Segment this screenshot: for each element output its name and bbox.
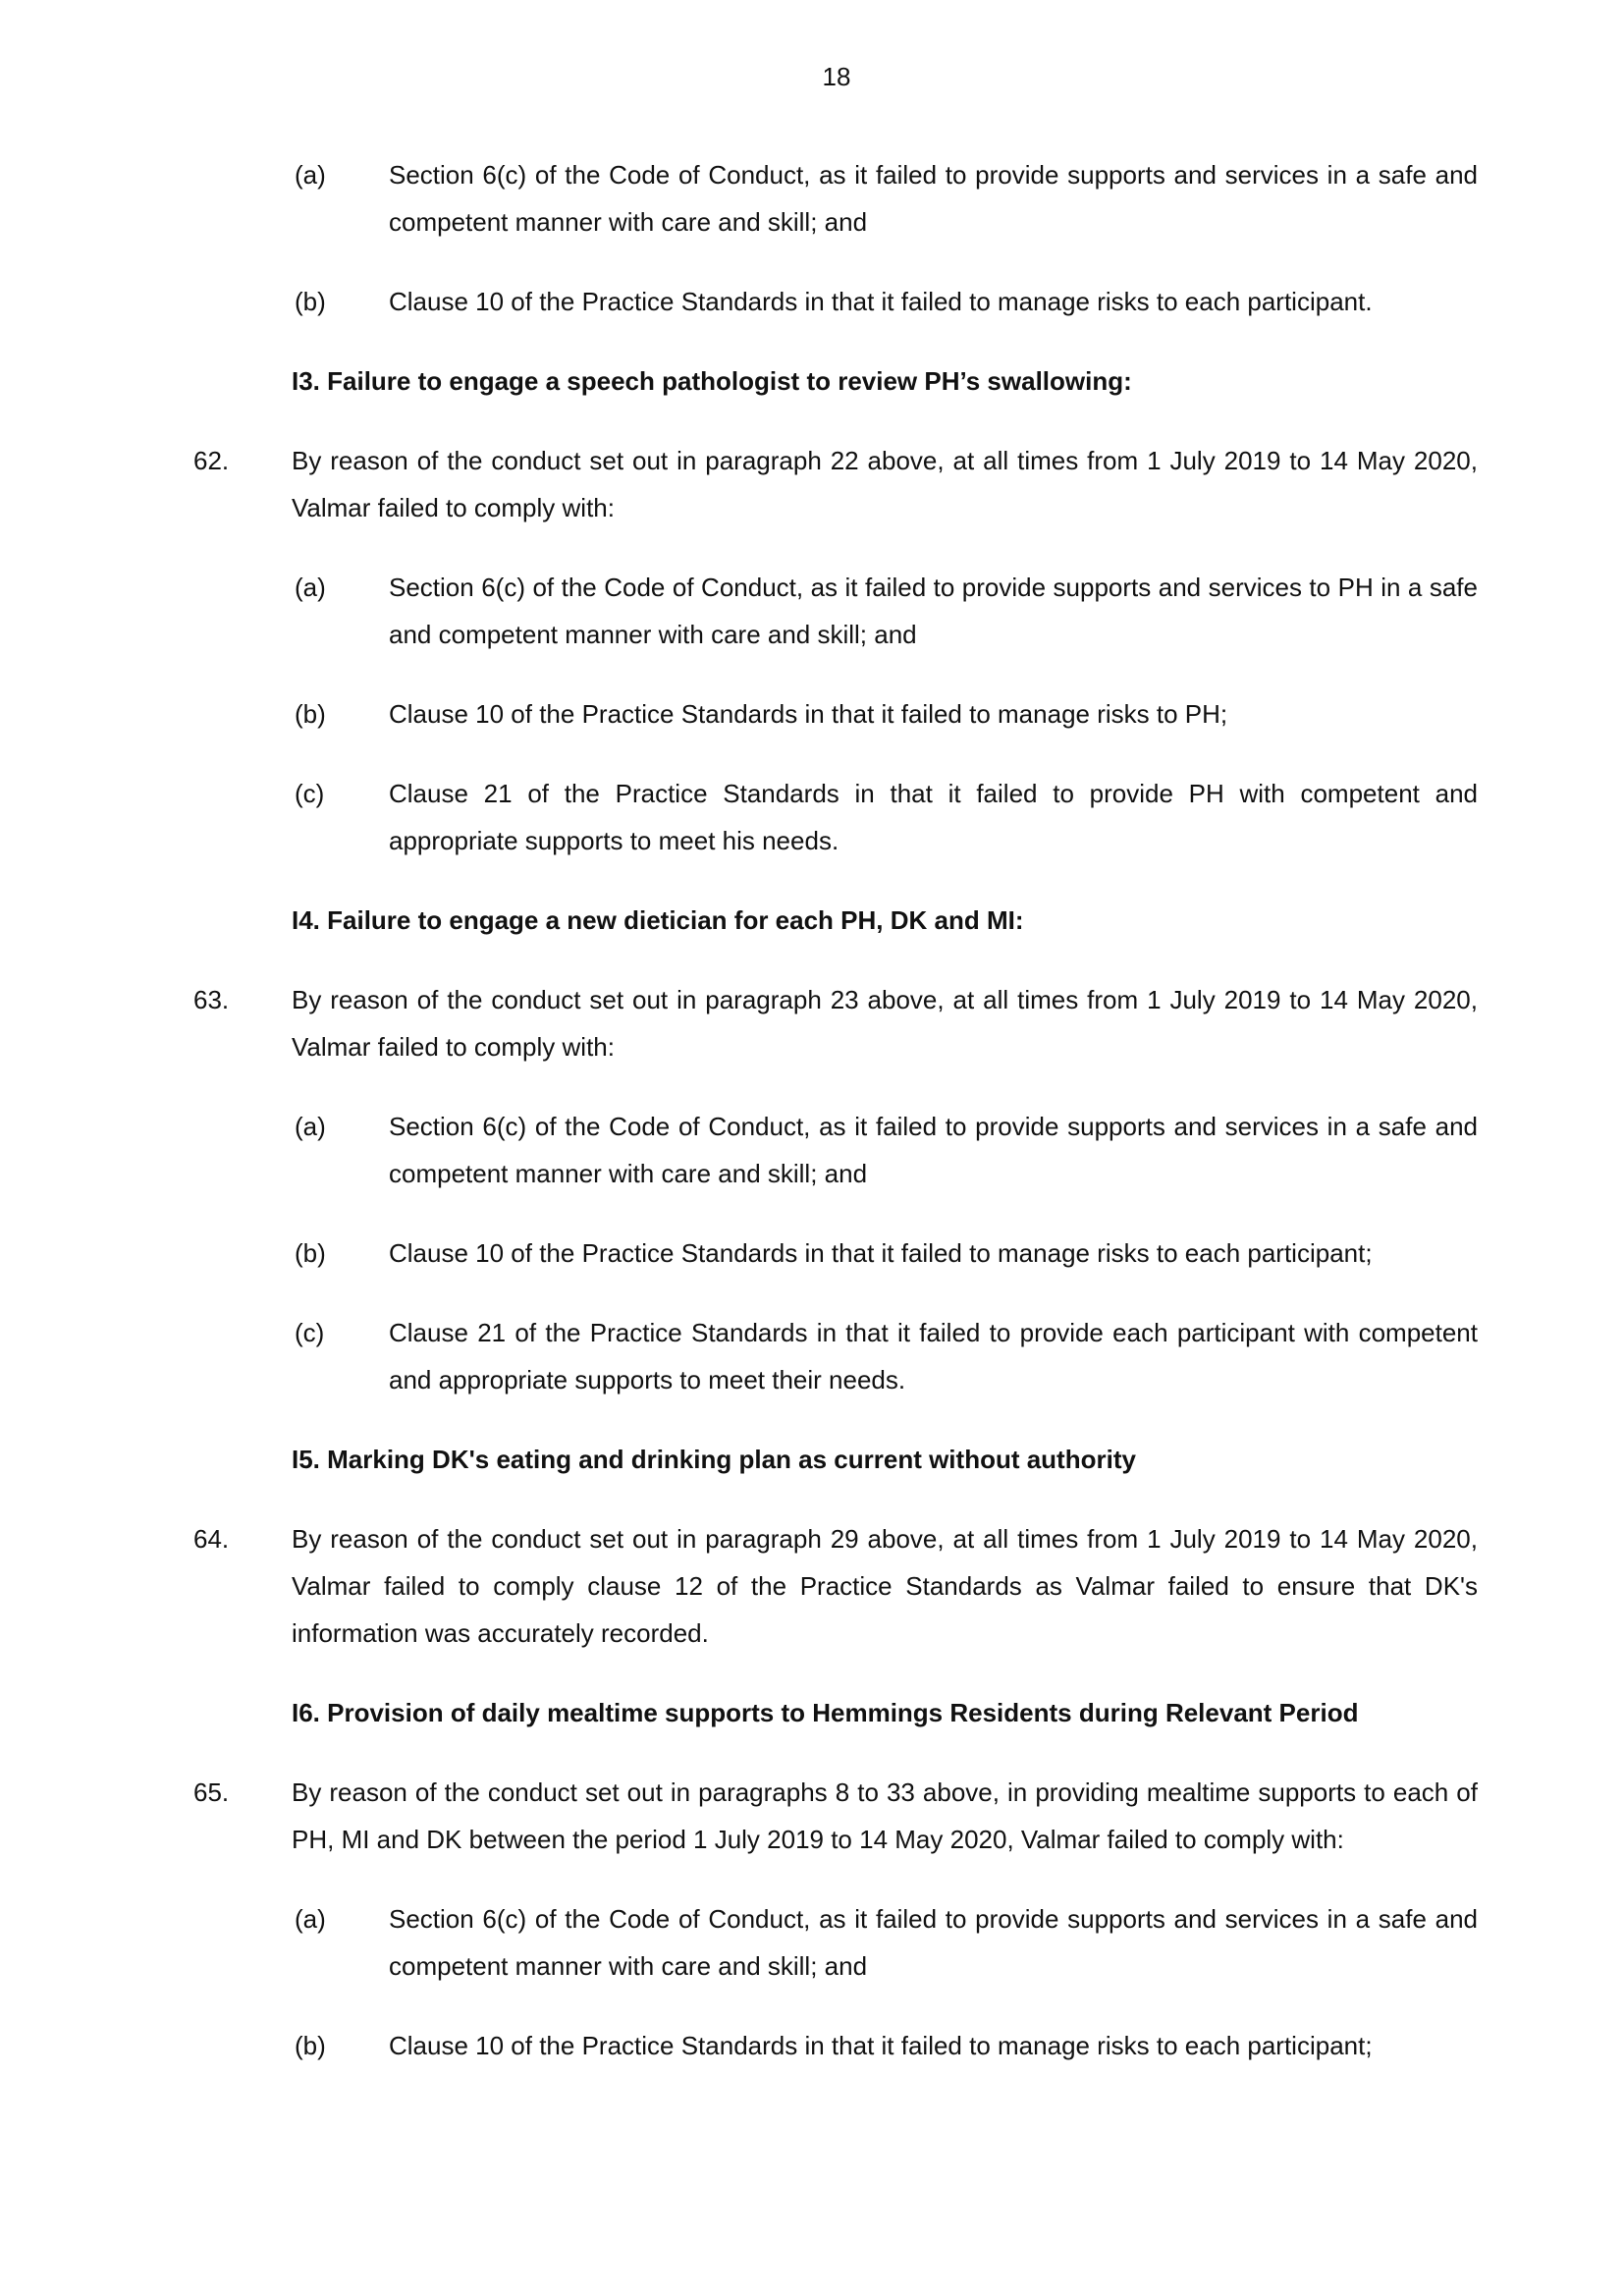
sub-paragraph-label: (c) <box>295 1318 325 1347</box>
sub-paragraph <box>295 1230 1478 1277</box>
sub-paragraph <box>295 1309 1478 1403</box>
sub-paragraph-text: Section 6(c) of the Code of Conduct, as it failed to provide supports and services in a safe and competent manner with care and skill; and <box>389 1904 1478 1981</box>
sub-paragraph <box>295 564 1478 658</box>
paragraph-text: By reason of the conduct set out in paragraph 23 above, at all times from 1 July 2019 to 14 May 2020, Valmar failed to comply with: <box>292 985 1478 1062</box>
sub-paragraph-label: (a) <box>295 573 326 602</box>
paragraph-number: 62. <box>193 446 230 475</box>
paragraph-text: By reason of the conduct set out in paragraphs 8 to 33 above, in providing mealtime supports to each of PH, MI and DK between the period 1 July 2019 to 14 May 2020, Valmar failed to comply with: <box>292 1777 1478 1854</box>
sub-paragraph-label: (b) <box>295 2031 326 2060</box>
paragraph-text: By reason of the conduct set out in paragraph 22 above, at all times from 1 July 2019 to 14 May 2020, Valmar failed to comply with: <box>292 446 1478 522</box>
sub-paragraph <box>295 1103 1478 1197</box>
sub-paragraph-label: (b) <box>295 1238 326 1268</box>
paragraph-number: 63. <box>193 985 230 1014</box>
sub-paragraph-label: (b) <box>295 287 326 316</box>
sub-paragraph-label: (b) <box>295 699 326 729</box>
numbered-paragraph <box>193 1515 1478 1657</box>
sub-paragraph <box>295 690 1478 738</box>
sub-paragraph-text: Clause 10 of the Practice Standards in that it failed to manage risks to each participant; <box>389 1238 1373 1268</box>
page-number: 18 <box>822 62 851 91</box>
sub-paragraph-text: Section 6(c) of the Code of Conduct, as it failed to provide supports and services to PH in a safe and competent manner with care and skill; and <box>389 573 1478 649</box>
numbered-paragraph <box>193 1769 1478 1863</box>
sub-paragraph <box>295 770 1478 864</box>
sub-paragraph-label: (c) <box>295 779 325 808</box>
paragraph-number: 65. <box>193 1777 230 1807</box>
sub-paragraph-text: Clause 10 of the Practice Standards in that it failed to manage risks to each participant. <box>389 287 1373 316</box>
sub-paragraph <box>295 278 1478 325</box>
sub-paragraph-text: Section 6(c) of the Code of Conduct, as it failed to provide supports and services in a safe and competent manner with care and skill; and <box>389 160 1478 237</box>
sub-paragraph-text: Clause 21 of the Practice Standards in that it failed to provide PH with competent and appropriate supports to meet his needs. <box>389 779 1478 855</box>
paragraph-number: 64. <box>193 1524 230 1554</box>
sub-paragraph-label: (a) <box>295 160 326 190</box>
paragraph-text: By reason of the conduct set out in paragraph 29 above, at all times from 1 July 2019 to 14 May 2020, Valmar failed to comply clause 12 of the Practice Standards as Valmar failed to ensure that DK's information was accurately recorded. <box>292 1524 1478 1648</box>
sub-paragraph <box>295 2022 1478 2069</box>
sub-paragraph-text: Clause 21 of the Practice Standards in that it failed to provide each participant with competent and appropriate supports to meet their needs. <box>389 1318 1478 1394</box>
sub-paragraph-text: Clause 10 of the Practice Standards in that it failed to manage risks to PH; <box>389 699 1228 729</box>
sub-paragraph <box>295 1895 1478 1990</box>
sub-paragraph <box>295 151 1478 246</box>
numbered-paragraph <box>193 437 1478 531</box>
sub-paragraph-label: (a) <box>295 1112 326 1141</box>
sub-paragraph-label: (a) <box>295 1904 326 1934</box>
section-heading: I4. Failure to engage a new dietician for each PH, DK and MI: <box>292 905 1024 935</box>
sub-paragraph-text: Section 6(c) of the Code of Conduct, as it failed to provide supports and services in a safe and competent manner with care and skill; and <box>389 1112 1478 1188</box>
sub-paragraph-text: Clause 10 of the Practice Standards in that it failed to manage risks to each participant; <box>389 2031 1373 2060</box>
numbered-paragraph <box>193 976 1478 1070</box>
section-heading: I5. Marking DK's eating and drinking plan as current without authority <box>292 1445 1136 1474</box>
document-body <box>0 151 1624 2102</box>
section-heading: I6. Provision of daily mealtime supports to Hemmings Residents during Relevant Period <box>292 1698 1359 1727</box>
section-heading: I3. Failure to engage a speech pathologist to review PH’s swallowing: <box>292 366 1132 396</box>
